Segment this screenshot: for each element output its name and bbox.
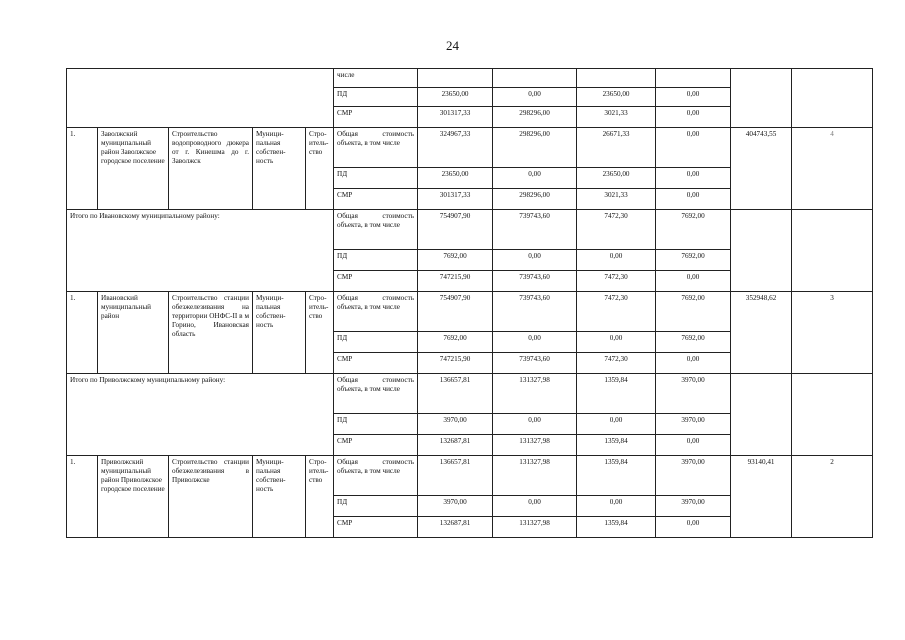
cell-municipality: Заволжский муниципальный район Заволжское городское поселение	[98, 128, 169, 210]
cell-object-name: Строительство водопроводного дюкера от г. Кинешма до г. Заволжск	[169, 128, 253, 210]
cell-municipality: Приволжский муниципальный район Приволжское городское поселение	[98, 456, 169, 538]
table-row	[67, 69, 873, 88]
cell-number: 1.	[67, 128, 98, 210]
cell-pd-label: ПД	[334, 250, 418, 271]
cell-smr-label: СМР	[334, 271, 418, 292]
cell-pd-label: ПД	[334, 496, 418, 517]
cell-ownership: Муници-пальная собствен-ность	[253, 128, 306, 210]
cell-rank: 4	[792, 128, 873, 210]
table-row: 1. Заволжский муниципальный район Заволжское городское поселение Строительство водопроводного дюкера от г. Кинешма до г. Заволжск Муници-пальная собствен-ность Стро-итель-ство Общая стоимость объекта, в том числе 324967,33 298296,00 26671,33 0,00 404743,55 4	[67, 128, 873, 168]
cell-number: 1.	[67, 456, 98, 538]
cell-vid: Общая стоимость объекта, в том числе	[334, 292, 418, 332]
cell-capacity: 352948,62	[731, 292, 792, 374]
page-number: 24	[446, 38, 459, 53]
cell-vid: Общая стоимость объекта, в том числе	[334, 128, 418, 168]
table-row: СМР 747215,90 739743,60 7472,30 0,00	[67, 271, 873, 292]
continuation-cell	[67, 69, 334, 128]
cell-capacity: 404743,55	[731, 128, 792, 210]
table-row: СМР 747215,90 739743,60 7472,30 0,00	[67, 353, 873, 374]
cell-smr-label: СМР	[334, 189, 418, 210]
cell-object-name: Строительство станции обезжелезивания на территории ОНФС-II в м Горино, Ивановская область	[169, 292, 253, 374]
section-total-title: Итого по Приволжскому муниципальному району:	[67, 374, 334, 456]
cell-smr-label: СМР	[334, 107, 418, 128]
table-row: Итого по Ивановскому муниципальному району: Общая стоимость объекта, в том числе 754907,90 739743,60 7472,30 7692,00	[67, 210, 873, 250]
objects-table	[66, 68, 873, 538]
cell-object-name: Строительство станции обезжелезивания в Приволжске	[169, 456, 253, 538]
cell-smr-label: СМР	[334, 353, 418, 374]
table-row: ПД 23650,00 0,00 23650,00 0,00	[67, 88, 873, 107]
cell-pd-label: ПД	[334, 168, 418, 189]
cell-smr-label: СМР	[334, 517, 418, 538]
cell-vid: числе	[334, 69, 418, 88]
cell-vid: Общая стоимость объекта, в том числе	[334, 210, 418, 250]
cell-work-type: Стро-итель-ство	[306, 128, 334, 210]
section-total-title: Итого по Ивановскому муниципальному району:	[67, 210, 334, 292]
cell-pd-label: ПД	[334, 88, 418, 107]
table-row: СМР 301317,33 298296,00 3021,33 0,00	[67, 107, 873, 128]
cell-pd-label: ПД	[334, 332, 418, 353]
cell-capacity: 93140,41	[731, 456, 792, 538]
cell-work-type: Стро-итель-ство	[306, 292, 334, 374]
cell-pd-label: ПД	[334, 414, 418, 435]
cell-municipality: Ивановский муниципальный район	[98, 292, 169, 374]
table-row: Итого по Приволжскому муниципальному району: Общая стоимость объекта, в том числе 136657,81 131327,98 1359,84 3970,00	[67, 374, 873, 414]
table-row: ПД 7692,00 0,00 0,00 7692,00	[67, 250, 873, 271]
cell-vid: Общая стоимость объекта, в том числе	[334, 456, 418, 496]
cell-ownership: Муници-пальная собствен-ность	[253, 292, 306, 374]
cell-number: 1.	[67, 292, 98, 374]
table-row: СМР 301317,33 298296,00 3021,33 0,00	[67, 189, 873, 210]
cell-vid: Общая стоимость объекта, в том числе	[334, 374, 418, 414]
cell-rank: 2	[792, 456, 873, 538]
table-row: СМР 132687,81 131327,98 1359,84 0,00	[67, 517, 873, 538]
cell-smr-label: СМР	[334, 435, 418, 456]
table-row: 1. Приволжский муниципальный район Приволжское городское поселение Строительство станции обезжелезивания в Приволжске Муници-пальная собствен-ность Стро-итель-ство Общая стоимость объекта, в том числе 136657,81 131327,98 1359,84 3970,00 93140,41 2	[67, 456, 873, 496]
cell-rank: 3	[792, 292, 873, 374]
cell-work-type: Стро-итель-ство	[306, 456, 334, 538]
table-row: ПД 7692,00 0,00 0,00 7692,00	[67, 332, 873, 353]
table-row: ПД 23650,00 0,00 23650,00 0,00	[67, 168, 873, 189]
table-row: ПД 3970,00 0,00 0,00 3970,00	[67, 496, 873, 517]
table-row: СМР 132687,81 131327,98 1359,84 0,00	[67, 435, 873, 456]
table-row: 1. Ивановский муниципальный район Строительство станции обезжелезивания на территории ОНФС-II в м Горино, Ивановская область Муници-пальная собствен-ность Стро-итель-ство Общая стоимость объекта, в том числе 754907,90 739743,60 7472,30 7692,00 352948,62 3	[67, 292, 873, 332]
cell-ownership: Муници-пальная собствен-ность	[253, 456, 306, 538]
table-row: ПД 3970,00 0,00 0,00 3970,00	[67, 414, 873, 435]
